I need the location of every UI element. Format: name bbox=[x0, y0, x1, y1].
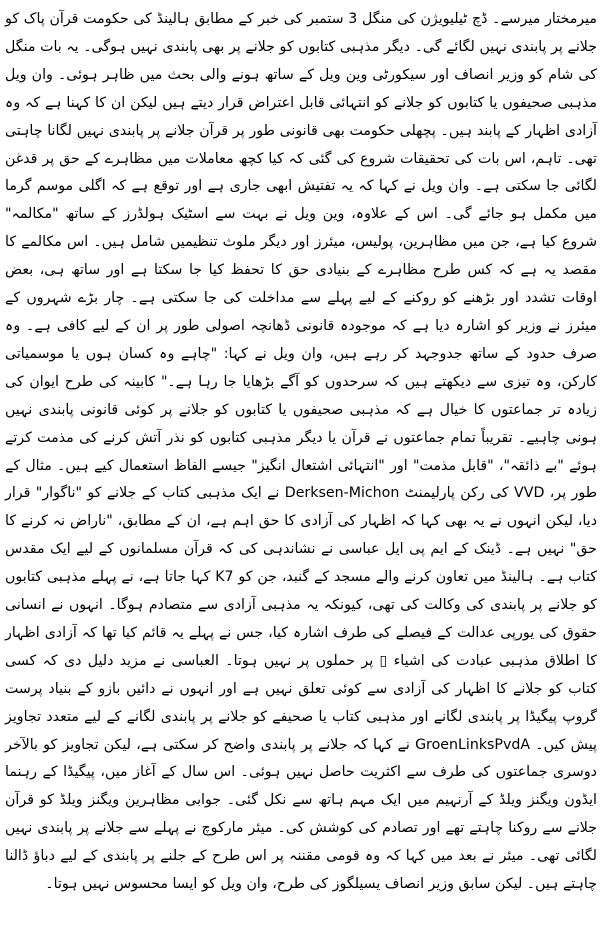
text-line: تحقیقات شروع کی گئی کہ کیا کچھ معاملات میں مظاہرے کے حق پر قدغن لگائی جا سکتی ہے۔ وان ویل نے کہا کہ یہ تفتیش ابھی جاری bbox=[5, 150, 597, 195]
text-line: دیگر مذہبی کتابوں کو جلانے پر بھی پابندی نہیں ہوگی۔ یہ بات منگل کی شام کو وزیر انصاف اور سیکورٹی وین ویل کے ساتھ ہونے والی bbox=[5, 38, 597, 83]
text-line: نکل گئی۔ جوابی مظاہرین ویگنز ویلڈ کو قرآن جلانے سے روکنا چاہتے تھے اور تصادم کی کوشش کی۔ میئر مارکوچ نے پہلے سے جلانے bbox=[5, 792, 598, 837]
text-line: حملوں پر نہیں ہوتا۔ العباسی نے مزید دلیل دی کہ کسی کتاب کو جلانے کا اظہار کی آزادی سے کوئی تعلق نہیں ہے اور انہوں نے bbox=[5, 652, 597, 697]
text-line: میرمختار میرسے۔ ڈچ ٹیلیویژن کی منگل 3 ستمبر کی خبر کے مطابق ہالینڈ کی حکومت قرآن پاک کو جلانے پر پابندی نہیں لگائے گی۔ bbox=[5, 11, 598, 55]
text-line: یہ بھی کہا کہ اظہار کی آزادی کا حق اہم ہے، ان کے مطابق، "ناراض نہ کرنے کا حق" نہیں ہے۔ ڈینک کے ایم پی ایل عباسی نے bbox=[5, 513, 597, 558]
text-line: کی یورپی عدالت کے فیصلے کی طرف اشارہ کیا، جس نے پہلے یہ قائم کیا تھا کہ آزادی اظہار کا اطلاق مذہبی عبادت کی اشیاء ▯ پر bbox=[5, 624, 597, 669]
text-line: مذمت کرتے ہوئے "بے ذائقہ"، "قابل مذمت" اور "انتہائی اشتعال انگیز" جیسے الفاظ استعمال کیے ہیں۔ مثال کے طور پر، bbox=[5, 429, 597, 502]
text-line: کافی ہے۔ وہ صرف حدود کے ساتھ جدوجہد کر رہے ہیں، وان ویل نے کہا: "چاہے وہ کسان ہوں یا موسمیاتی کارکن، وہ تیزی bbox=[5, 317, 597, 390]
text-line: پیش کیں۔ GroenLinksPvdA نے کہا کہ جلانے پر پابندی واضح کر سکتی ہے، لیکن تجاویز کو بالآخر دوسری جماعتوں کی bbox=[5, 736, 597, 781]
text-line: ہے، نے پہلے مذہبی کتابوں کو جلانے پر پابندی کی وکالت کی تھی، کیونکہ یہ مذہبی آزادی سے متصادم ہوگا۔ انہوں نے انسانی حقوق bbox=[5, 569, 598, 641]
text-line: طرح مظاہرے کے بنیادی حق کا تحفظ کیا جا سکتا ہے اور ساتھ ہی، بعض اوقات تشدد اور بڑھنے کو روکنے کے لیے پہلے سے bbox=[5, 262, 597, 307]
text-line: دائیں بازو کے بنیاد پرست گروپ پیگیڈا پر پابندی لگانے اور مذہبی کتاب یا صحیفے کو جلانے پر پابندی لگانے کے لیے متعدد تجاویز bbox=[5, 680, 597, 725]
text-line: پر پابندی نہیں لگائی تھی۔ میئر نے بعد میں کہا کہ وہ قومی مقننہ پر اس طرح کے جلنے پر پابندی کے لیے دباؤ ڈالنا چاہتے ہیں۔ لیکن bbox=[5, 820, 597, 893]
text-line: کتابوں کو جلانے پر کوئی قانونی پابندی نہیں ہونی چاہیے۔ تقریباً تمام جماعتوں نے قرآن یا دیگر مذہبی کتابوں کو نذر آتش کرنے کی bbox=[5, 401, 598, 446]
article-paragraph bbox=[5, 6, 597, 899]
text-line: VVD کی رکن پارلیمنٹ Derksen-Michon نے ایک مذہبی کتاب کے جلانے کو "ناگوار" قرار دیا، لیکن انہوں نے bbox=[5, 485, 598, 530]
text-line: بحث میں ظاہر ہوئی۔ وان ویل مذہبی صحیفوں یا کتابوں کو جلانے کو انتہائی قابل اعتراض قرار دیتے ہیں لیکن ان کا کہنا ہے کہ وہ bbox=[5, 66, 597, 111]
text-line: "مکالمہ" شروع کیا ہے، جن میں مظاہرین، پولیس، میئرز اور دیگر ملوث تنظیمیں شامل ہیں۔ اس مکالمے کا مقصد یہ ہے کہ کس bbox=[5, 206, 597, 279]
text-line: سابق وزیر انصاف یسیلگوز کی طرح، وان ویل کو ایسا محسوس نہیں ہوتا۔ bbox=[45, 876, 491, 893]
text-line: ہے اور توقع ہے کہ اگلی موسم گرما میں مکمل ہو جائے گی۔ اس کے علاوہ، وین ویل نے بہت سے اسٹیک ہولڈرز کے ساتھ bbox=[5, 178, 597, 223]
text-line: نشاندہی کی کہ قرآن مسلمانوں کے لیے ایک مقدس کتاب ہے۔ ہالینڈ میں تعاون کرنے والے مسجد کے گنبد، جن کو K7 کہا جاتا bbox=[5, 541, 597, 586]
text-line: مداخلت کی جا سکتی ہے۔ چار بڑے شہروں کے میئرز نے وزیر کو اشارہ دیا ہے کہ موجودہ قانونی ڈھانچہ اصولی طور پر ان کے لیے bbox=[5, 290, 597, 334]
text-line: سے دیکھتے ہیں کہ سرحدوں کو آگے بڑھایا جا رہا ہے۔" کابینہ کی طرح ایوان کی زیادہ تر جماعتوں کا خیال ہے کہ مذہبی صحیفوں یا bbox=[5, 373, 597, 418]
text-line: آزادی اظہار کے پابند ہیں۔ پچھلی حکومت بھی قانونی طور پر قرآن جلانے پر پابندی نہیں لگانا چاہتی تھی۔ تاہم، اس بات کی bbox=[5, 122, 597, 167]
text-line: طرف سے اکثریت حاصل نہیں ہوئی۔ اس سال کے آغاز میں، پیگیڈا کے رہنما ایڈون ویگنز ویلڈ کے آرنہیم میں ایک مہم ہاتھ سے bbox=[5, 764, 598, 809]
